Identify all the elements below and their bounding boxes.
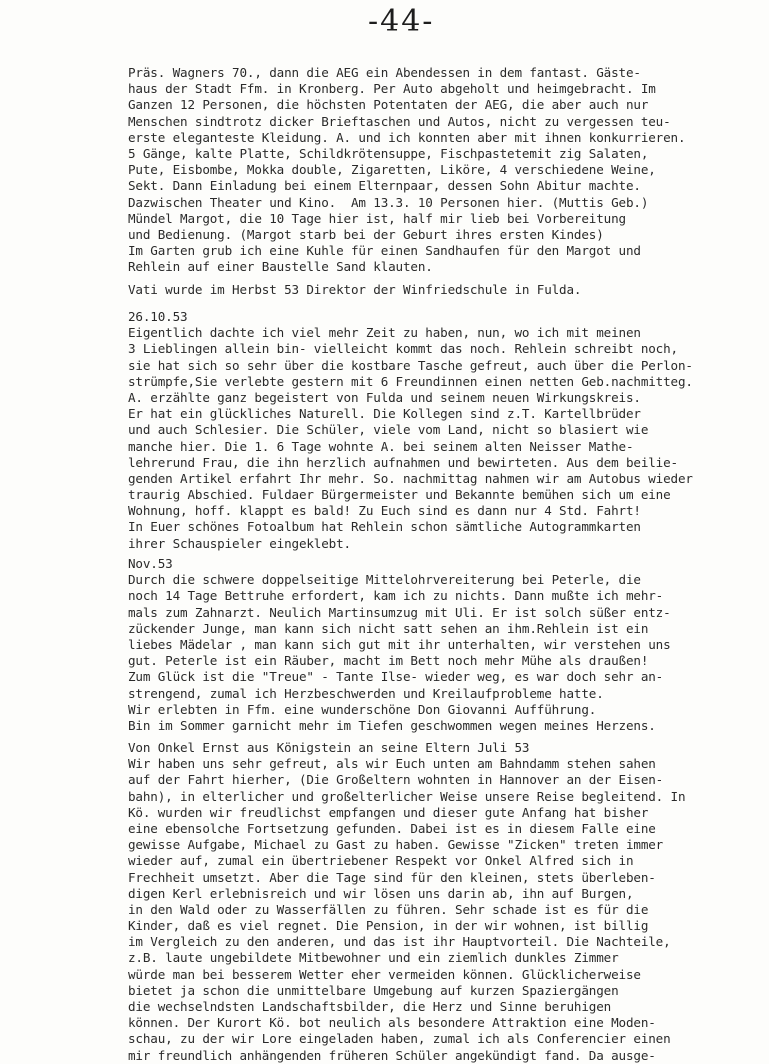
text-line: Kinder, daß es viel regnet. Die Pension, in der wir wohnen, ist billig: [128, 918, 649, 934]
text-line: Eigentlich dachte ich viel mehr Zeit zu haben, nun, wo ich mit meinen: [128, 325, 641, 341]
text-line: schau, zu der wir Lore eingeladen haben, zumal ich als Conferencier einen: [128, 1031, 671, 1047]
paragraph-dinner: [128, 65, 748, 275]
text-line: Sekt. Dann Einladung bei einem Elternpaar, dessen Sohn Abitur machte.: [128, 178, 641, 194]
text-line: Wir erlebten in Ffm. eine wunderschöne Don Giovanni Aufführung.: [128, 701, 597, 717]
entry-nov-53: [128, 556, 748, 734]
text-line: A. erzählte ganz begeistert von Fulda und seinem neuen Wirkungskreis.: [128, 389, 641, 405]
text-line: liebes Mädelar , man kann sich gut mit ihr unterhalten, wir verstehen uns: [128, 636, 671, 652]
text-line: die wechselndsten Landschaftsbilder, die Herz und Sinne beruhigen: [128, 999, 612, 1014]
text-line: digen Kerl erlebnisreich und wir lösen uns darin ab, ihn auf Burgen,: [128, 885, 634, 901]
text-line: Nov.53: [128, 556, 173, 571]
text-line: Ganzen 12 Personen, die höchsten Potentaten der AEG, die aber auch nur: [128, 97, 649, 113]
text-line: mir freundlich anhängenden früheren Schüler angekündigt fand. Da ausge-: [128, 1047, 656, 1063]
text-line: manche hier. Die 1. 6 Tage wohnte A. bei seinem alten Neisser Mathe-: [128, 438, 634, 454]
text-line: ihrer Schauspieler eingeklebt.: [128, 535, 351, 551]
text-line: Wir haben uns sehr gefreut, als wir Euch unten am Bahndamm stehen sahen: [128, 756, 656, 772]
text-line: im Vergleich zu den anderen, und das ist ihr Hauptvorteil. Die Nachteile,: [128, 934, 671, 950]
text-line: Mündel Margot, die 10 Tage hier ist, half mir lieb bei Vorbereitung: [128, 210, 626, 226]
text-line: Dazwischen Theater und Kino. Am 13.3. 10 Personen hier. (Muttis Geb.): [128, 194, 649, 210]
text-line: traurig Abschied. Fuldaer Bürgermeister und Bekannte bemühen sich um eine: [128, 487, 671, 503]
text-line: Er hat ein glückliches Naturell. Die Kollegen sind z.T. Kartellbrüder: [128, 406, 641, 422]
entry-26-10-53: [128, 309, 748, 552]
text-line: strengend, zumal ich Herzbeschwerden und Kreilaufprobleme hatte.: [128, 685, 604, 701]
text-line: mals zum Zahnarzt. Neulich Martinsumzug mit Uli. Er ist solch süßer entz-: [128, 604, 671, 620]
text-line: Rehlein auf einer Baustelle Sand klauten.: [128, 259, 433, 275]
text-line: sie hat sich so sehr über die kostbare Tasche gefreut, auch über die Perlon-: [128, 357, 693, 373]
text-line: z.B. laute ungebildete Mitbewohner und ein ziemlich dunkles Zimmer: [128, 950, 619, 966]
text-line: erste eleganteste Kleidung. A. und ich konnten aber mit ihnen konkurrieren.: [128, 129, 686, 145]
text-line: 26.10.53: [128, 309, 188, 324]
text-line: Durch die schwere doppelseitige Mittelohrvereiterung bei Peterle, die: [128, 572, 641, 588]
text-line: Vati wurde im Herbst 53 Direktor der Winfriedschule in Fulda.: [128, 282, 582, 297]
text-line: Wohnung, hoff. klappt es bald! Zu Euch sind es dann nur 4 Std. Fahrt!: [128, 503, 641, 519]
text-line: Zum Glück ist die "Treue" - Tante Ilse- wieder weg, es war doch sehr an-: [128, 669, 664, 685]
text-line: strümpfe,Sie verlebte gestern mit 6 Freundinnen einen netten Geb.nachmitteg.: [128, 373, 693, 389]
text-line: auf der Fahrt hierher, (Die Großeltern wohnten in Hannover an der Eisen-: [128, 772, 664, 788]
text-line: können. Der Kurort Kö. bot neulich als besondere Attraktion eine Moden-: [128, 1015, 656, 1031]
text-line: Pute, Eisbombe, Mokka double, Zigaretten, Liköre, 4 verschiedene Weine,: [128, 162, 656, 178]
text-line: eine ebensolche Fortsetzung gefunden. Dabei ist es in diesem Falle eine: [128, 820, 656, 836]
text-line: und Bedienung. (Margot starb bei der Geburt ihres ersten Kindes): [128, 226, 604, 242]
letter-onkel-ernst: [128, 740, 748, 1064]
text-line: lehrerund Frau, die ihn herzlich aufnahmen und bewirteten. Aus dem beilie-: [128, 454, 678, 470]
text-line: 3 Lieblingen allein bin- vielleicht kommt das noch. Rehlein schreibt noch,: [128, 341, 678, 357]
text-line: Bin im Sommer garnicht mehr im Tiefen geschwommen wegen meines Herzens.: [128, 717, 656, 733]
text-line: gewisse Aufgabe, Michael zu Gast zu haben. Gewisse "Zicken" treten immer: [128, 837, 664, 853]
text-line: In Euer schönes Fotoalbum hat Rehlein schon sämtliche Autogrammkarten: [128, 519, 641, 535]
text-line: Im Garten grub ich eine Kuhle für einen Sandhaufen für den Margot und: [128, 243, 641, 259]
text-line: in den Wald oder zu Wasserfällen zu führen. Sehr schade ist es für die: [128, 901, 649, 917]
paragraph-vati-fulda: [128, 282, 748, 298]
page-number: -44-: [368, 4, 435, 39]
text-line: Von Onkel Ernst aus Königstein an seine Eltern Juli 53: [128, 740, 530, 755]
text-line: und auch Schlesier. Die Schüler, viele vom Land, nicht so blasiert wie: [128, 422, 649, 438]
text-line: Frechheit umsetzt. Aber die Tage sind für den kleinen, stets überleben-: [128, 869, 656, 885]
text-line: gut. Peterle ist ein Räuber, macht im Bett noch mehr Mühe als draußen!: [128, 653, 649, 669]
text-line: Präs. Wagners 70., dann die AEG ein Abendessen in dem fantast. Gäste-: [128, 65, 641, 80]
text-line: noch 14 Tage Bettruhe erfordert, kam ich zu nichts. Dann mußte ich mehr-: [128, 588, 664, 604]
text-line: 5 Gänge, kalte Platte, Schildkrötensuppe, Fischpastetemit zig Salaten,: [128, 145, 649, 161]
text-line: Menschen sindtrotz dicker Brieftaschen und Autos, nicht zu vergessen teu-: [128, 113, 671, 129]
text-line: haus der Stadt Ffm. in Kronberg. Per Auto abgeholt und heimgebracht. Im: [128, 81, 656, 97]
text-line: wieder auf, zumal ein übertriebener Respekt vor Onkel Alfred sich in: [128, 853, 634, 869]
text-line: zückender Junge, man kann sich nicht satt sehen an ihm.Rehlein ist ein: [128, 620, 649, 636]
text-line: genden Artikel erfahrt Ihr mehr. So. nachmittag nahmen wir am Autobus wieder: [128, 470, 693, 486]
text-line: bahn), in elterlicher und großelterlicher Weise unsere Reise begleitend. In: [128, 788, 686, 804]
text-line: Kö. wurden wir freudlichst empfangen und dieser gute Anfang hat bisher: [128, 804, 649, 820]
text-line: bietet ja schon die unmittelbare Umgebung auf kurzen Spaziergängen: [128, 982, 619, 998]
text-line: würde man bei besserem Wetter eher vermeiden können. Glücklicherweise: [128, 966, 641, 982]
